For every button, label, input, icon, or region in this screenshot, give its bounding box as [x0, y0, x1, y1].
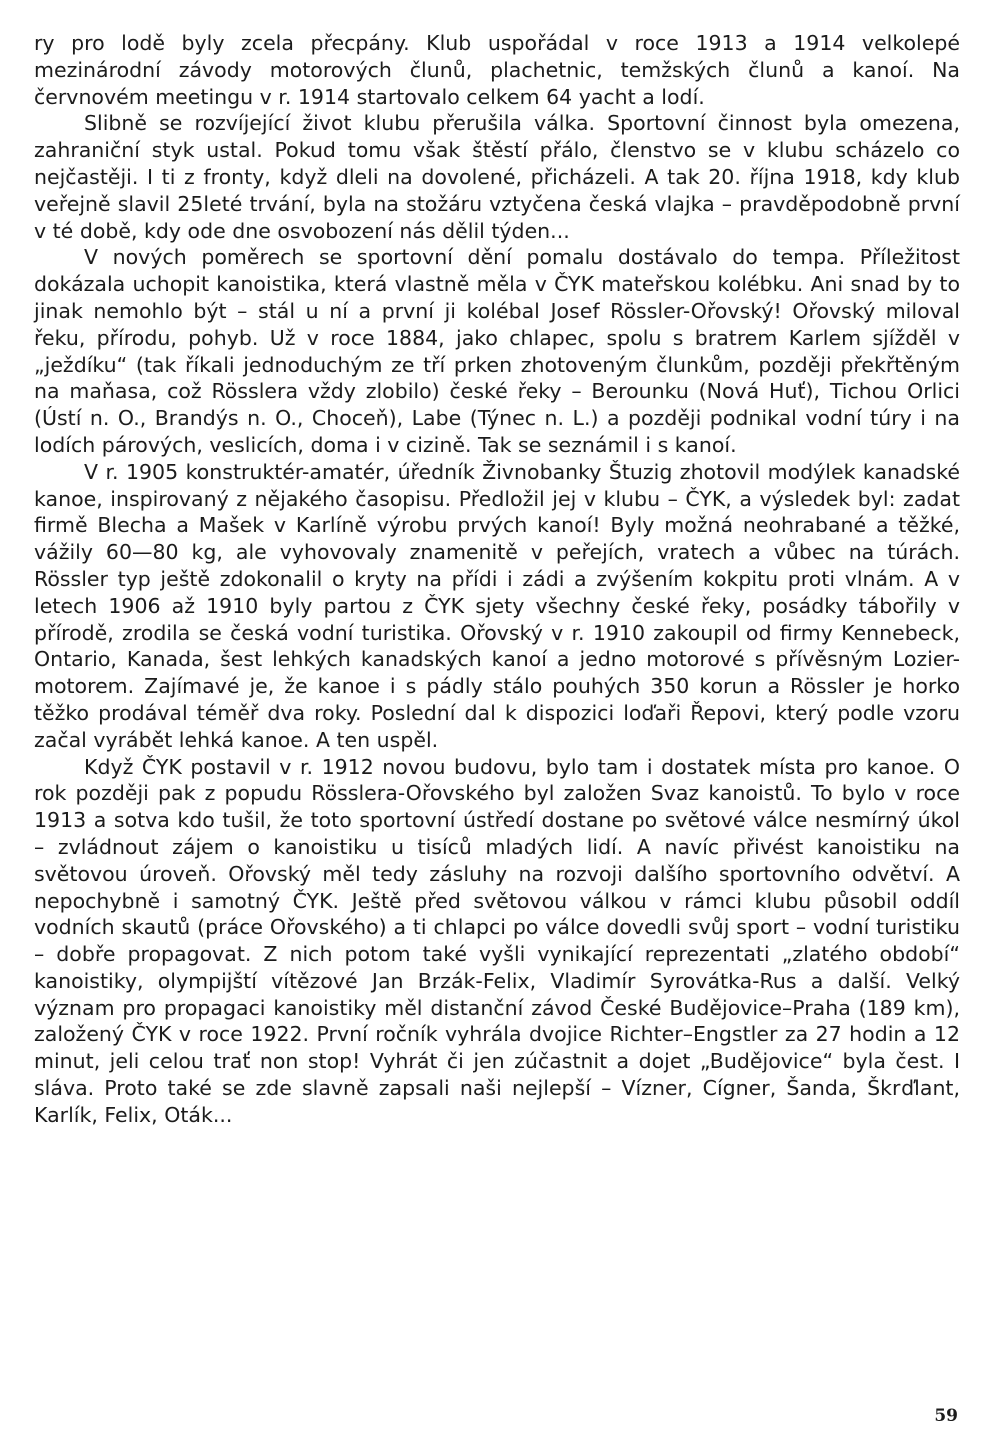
paragraph-canoeing: V nových poměrech se sportovní dění pomalu dostávalo do tempa. Příležitost dokázala uchopit kanoistika, která vlastně měla v ČYK mateřskou kolébku. Ani snad by to jinak nemohlo být – stál u ní a první ji kolébal Josef Rössler-Ořovský! Ořovský miloval řeku, přírodu, pohyb. Už v roce 1884, jako chlapec, spolu s bratrem Karlem sjížděl v „ježdíku“ (tak říkali jednoduchým ze tří prken zhotoveným člunkům, později překřtěným na maňasa, což Rösslera vždy zlobilo) české řeky – Berounku (Nová Huť), Tichou Orlici (Ústí n. O., Brandýs n. O., Choceň), Labe (Týnec n. L.) a později podnikal vodní túry i na lodích párových, veslicích, doma i v cizině. Tak se seznámil i s kanoí. — [34, 245, 960, 457]
paragraph-war: Slibně se rozvíjející život klubu přerušila válka. Sportovní činnost byla omezena, zahraniční styk ustal. Pokud tomu však štěstí přálo, členstvo se v klubu scházelo co nejčastěji. I ti z fronty, když dleli na dovolené, přicházeli. A tak 20. října 1918, kdy klub veřejně slavil 25leté trvání, byla na stožáru vztyčena česká vlajka – pravděpodobně první v té době, kdy ode dne osvobození nás dělil týden... — [34, 111, 960, 243]
paragraph-canoe-union: Když ČYK postavil v r. 1912 novou budovu, bylo tam i dostatek místa pro kanoe. O rok později pak z popudu Rösslera-Ořovského byl založen Svaz kanoistů. To bylo v roce 1913 a sotva kdo tušil, že toto sportovní ústředí dostane po světové válce nesmírný úkol – zvládnout zájem o kanoistiku u tisíců mladých lidí. A navíc přivést kanoistiku na světovou úroveň. Ořovský měl tedy zásluhy na rozvoji dalšího sportovního odvětví. A nepochybně i samotný ČYK. Ještě před světovou válkou v rámci klubu působil oddíl vodních skautů (práce Ořovského) a ti chlapci po válce dovedli svůj sport – vodní turistiku – dobře propagovat. Z nich potom také vyšli vynikající reprezentati „zlatého období“ kanoistiky, olympijští vítězové Jan Brzák-Felix, Vladimír Syrovátka-Rus a další. Velký význam pro propagaci kanoistiky měl distanční závod České Budějovice–Praha (189 km), založený ČYK v roce 1922. První ročník vyhrála dvojice Richter–Engstler za 27 hodin a 12 minut, jeli celou trať non stop! Vyhrát či jen zúčastnit a dojet „Budějovice“ byla čest. I sláva. Proto také se zde slavně zapsali naši nejlepší – Vízner, Cígner, Šanda, Škrďlant, Karlík, Felix, Oták... — [34, 754, 960, 1127]
paragraph-continuation: ry pro lodě byly zcela přecpány. Klub uspořádal v roce 1913 a 1914 velkolepé mezinárodní závody motorových člunů, plachetnic, temžských člunů a kanoí. Na červnovém meetingu v r. 1914 startovalo celkem 64 yacht a lodí. — [34, 31, 960, 109]
paragraph-canoe-construction: V r. 1905 konstruktér-amatér, úředník Živnobanky Štuzig zhotovil modýlek kanadské kanoe, inspirovaný z nějakého časopisu. Předložil jej v klubu – ČYK, a výsledek byl: zadat firmě Blecha a Mašek v Karlíně výrobu prvých kanoí! Byly možná neohrabané a těžké, vážily 60—80 kg, ale vyhovovaly znamenitě v peřejích, vratech a vůbec na túrách. Rössler typ ještě zdokonalil o kryty na přídi i zádi a zvýšením kokpitu proti vlnám. A v letech 1906 až 1910 byly partou z ČYK sjety všechny české řeky, posádky tábořily v přírodě, zrodila se česká vodní turistika. Ořovský v r. 1910 zakoupil od firmy Kennebeck, Ontario, Kanada, šest lehkých kanadských kanoí a jedno motorové s přívěsným Lozier-motorem. Zajímavé je, že kanoe i s pádly stálo pouhých 350 korun a Rössler je horko těžko prodával téměř dva roky. Poslední dal k dispozici loďaři Řepovi, který podle vzoru začal vyrábět lehká kanoe. A ten uspěl. — [34, 459, 960, 752]
page-body — [34, 30, 960, 1129]
page-number: 59 — [934, 1406, 958, 1426]
